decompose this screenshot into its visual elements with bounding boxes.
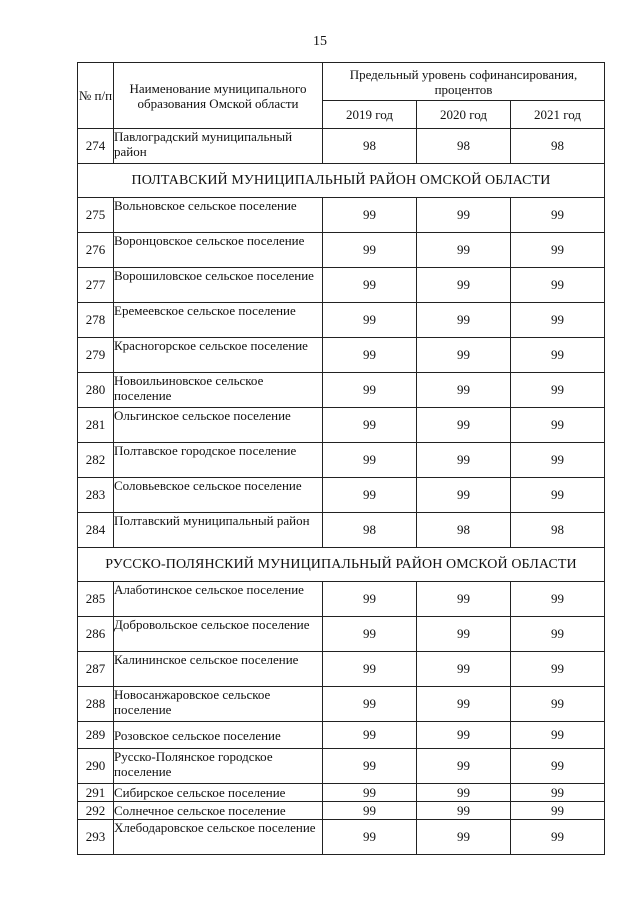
row-num: 291 — [78, 784, 114, 802]
row-value-2021: 99 — [511, 478, 605, 513]
row-name: Русско-Полянское городское поселение — [114, 749, 323, 784]
row-value-2021: 99 — [511, 652, 605, 687]
row-value-2020: 99 — [417, 722, 511, 749]
row-name: Павлоградский муниципальный район — [114, 129, 323, 164]
row-value-2021: 99 — [511, 373, 605, 408]
row-name: Ольгинское сельское поселение — [114, 408, 323, 443]
row-value-2019: 99 — [323, 478, 417, 513]
row-value-2021: 99 — [511, 582, 605, 617]
row-value-2019: 99 — [323, 198, 417, 233]
table-row — [78, 338, 605, 373]
table-row — [78, 749, 605, 784]
row-value-2021: 99 — [511, 233, 605, 268]
row-value-2020: 99 — [417, 802, 511, 820]
section-title: РУССКО-ПОЛЯНСКИЙ МУНИЦИПАЛЬНЫЙ РАЙОН ОМСКОЙ ОБЛАСТИ — [78, 548, 605, 582]
row-value-2020: 99 — [417, 408, 511, 443]
row-num: 276 — [78, 233, 114, 268]
row-value-2021: 98 — [511, 129, 605, 164]
row-num: 280 — [78, 373, 114, 408]
row-name: Полтавское городское поселение — [114, 443, 323, 478]
row-name: Новоильиновское сельское поселение — [114, 373, 323, 408]
row-value-2019: 98 — [323, 513, 417, 548]
table-row — [78, 129, 605, 164]
row-value-2021: 99 — [511, 408, 605, 443]
row-name: Вольновское сельское поселение — [114, 198, 323, 233]
row-num: 286 — [78, 617, 114, 652]
row-num: 274 — [78, 129, 114, 164]
table-row — [78, 582, 605, 617]
row-value-2019: 98 — [323, 129, 417, 164]
row-value-2020: 99 — [417, 233, 511, 268]
row-value-2020: 99 — [417, 303, 511, 338]
row-num: 292 — [78, 802, 114, 820]
row-value-2019: 99 — [323, 268, 417, 303]
row-name: Новосанжаровское сельское поселение — [114, 687, 323, 722]
header-year-2019: 2019 год — [323, 101, 417, 129]
row-value-2021: 99 — [511, 617, 605, 652]
table-row — [78, 408, 605, 443]
row-value-2020: 99 — [417, 338, 511, 373]
cofinancing-table — [77, 62, 605, 855]
row-num: 279 — [78, 338, 114, 373]
row-value-2020: 98 — [417, 129, 511, 164]
row-value-2019: 99 — [323, 687, 417, 722]
row-value-2021: 99 — [511, 687, 605, 722]
row-value-2021: 98 — [511, 513, 605, 548]
row-value-2020: 99 — [417, 478, 511, 513]
row-value-2019: 99 — [323, 303, 417, 338]
row-value-2020: 99 — [417, 198, 511, 233]
row-value-2021: 99 — [511, 198, 605, 233]
row-name: Сибирское сельское поселение — [114, 784, 323, 802]
table-row — [78, 198, 605, 233]
header-name: Наименование муниципального образования Омской области — [114, 63, 323, 129]
row-value-2021: 99 — [511, 722, 605, 749]
row-value-2020: 99 — [417, 582, 511, 617]
row-value-2020: 98 — [417, 513, 511, 548]
row-num: 293 — [78, 820, 114, 855]
section-title: ПОЛТАВСКИЙ МУНИЦИПАЛЬНЫЙ РАЙОН ОМСКОЙ ОБЛАСТИ — [78, 164, 605, 198]
row-value-2019: 99 — [323, 820, 417, 855]
header-year-2020: 2020 год — [417, 101, 511, 129]
row-name: Полтавский муниципальный район — [114, 513, 323, 548]
row-num: 283 — [78, 478, 114, 513]
row-num: 290 — [78, 749, 114, 784]
row-num: 278 — [78, 303, 114, 338]
row-value-2019: 99 — [323, 749, 417, 784]
section-header-russko-polyansky — [78, 548, 605, 582]
row-name: Розовское сельское поселение — [114, 722, 323, 749]
row-value-2019: 99 — [323, 652, 417, 687]
table-row — [78, 373, 605, 408]
row-name: Калининское сельское поселение — [114, 652, 323, 687]
row-value-2020: 99 — [417, 687, 511, 722]
row-value-2020: 99 — [417, 617, 511, 652]
row-num: 277 — [78, 268, 114, 303]
table-row — [78, 784, 605, 802]
row-value-2019: 99 — [323, 784, 417, 802]
row-value-2019: 99 — [323, 338, 417, 373]
table-row — [78, 802, 605, 820]
row-name: Еремеевское сельское поселение — [114, 303, 323, 338]
row-value-2021: 99 — [511, 784, 605, 802]
table-row — [78, 233, 605, 268]
table-row — [78, 443, 605, 478]
header-level: Предельный уровень софинансирования, процентов — [323, 63, 605, 101]
row-value-2021: 99 — [511, 443, 605, 478]
table-row — [78, 652, 605, 687]
row-name: Красногорское сельское поселение — [114, 338, 323, 373]
page-number: 15 — [313, 34, 327, 49]
row-value-2019: 99 — [323, 617, 417, 652]
row-num: 284 — [78, 513, 114, 548]
row-value-2019: 99 — [323, 233, 417, 268]
row-value-2019: 99 — [323, 722, 417, 749]
row-value-2020: 99 — [417, 443, 511, 478]
table-row — [78, 478, 605, 513]
row-name: Хлебодаровское сельское поселение — [114, 820, 323, 855]
table-row — [78, 513, 605, 548]
row-num: 288 — [78, 687, 114, 722]
row-name: Ворошиловское сельское поселение — [114, 268, 323, 303]
header-row-top — [78, 63, 605, 101]
row-num: 275 — [78, 198, 114, 233]
row-num: 285 — [78, 582, 114, 617]
row-value-2021: 99 — [511, 303, 605, 338]
row-value-2020: 99 — [417, 652, 511, 687]
row-num: 281 — [78, 408, 114, 443]
row-value-2021: 99 — [511, 820, 605, 855]
row-name: Воронцовское сельское поселение — [114, 233, 323, 268]
row-value-2021: 99 — [511, 338, 605, 373]
row-name: Алаботинское сельское поселение — [114, 582, 323, 617]
row-value-2019: 99 — [323, 373, 417, 408]
table-row — [78, 303, 605, 338]
row-value-2021: 99 — [511, 749, 605, 784]
row-value-2019: 99 — [323, 582, 417, 617]
row-name: Добровольское сельское поселение — [114, 617, 323, 652]
row-value-2020: 99 — [417, 749, 511, 784]
row-value-2019: 99 — [323, 408, 417, 443]
table-row — [78, 722, 605, 749]
header-year-2021: 2021 год — [511, 101, 605, 129]
row-value-2021: 99 — [511, 268, 605, 303]
row-value-2020: 99 — [417, 820, 511, 855]
row-name: Соловьевское сельское поселение — [114, 478, 323, 513]
table-row — [78, 617, 605, 652]
row-value-2021: 99 — [511, 802, 605, 820]
row-value-2020: 99 — [417, 784, 511, 802]
row-num: 287 — [78, 652, 114, 687]
row-num: 289 — [78, 722, 114, 749]
table-row — [78, 820, 605, 855]
row-name: Солнечное сельское поселение — [114, 802, 323, 820]
row-value-2019: 99 — [323, 443, 417, 478]
header-num: № п/п — [78, 63, 114, 129]
row-value-2020: 99 — [417, 268, 511, 303]
row-value-2020: 99 — [417, 373, 511, 408]
row-num: 282 — [78, 443, 114, 478]
section-header-poltavsky — [78, 164, 605, 198]
row-value-2019: 99 — [323, 802, 417, 820]
table-row — [78, 687, 605, 722]
table-row — [78, 268, 605, 303]
